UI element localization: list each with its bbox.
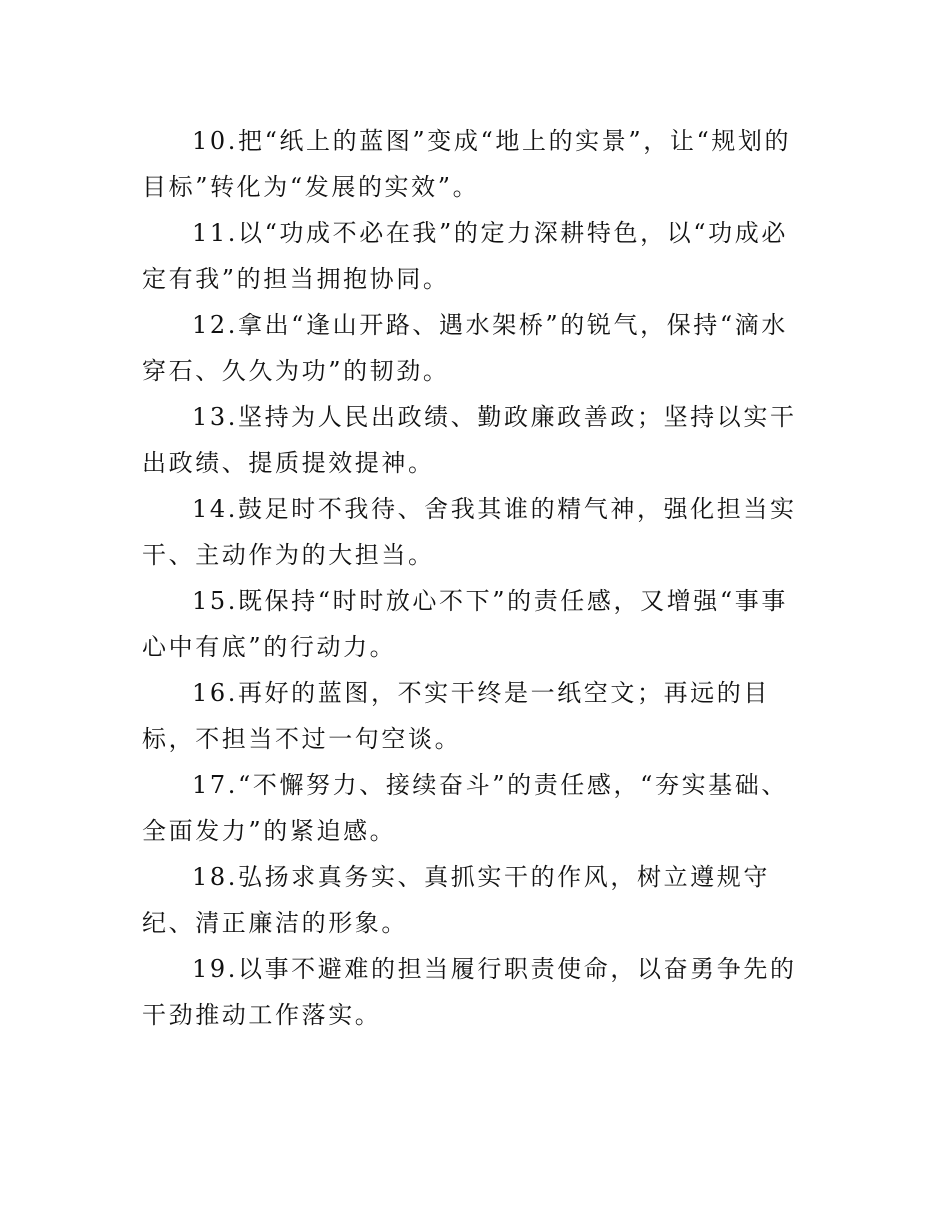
- paragraph-14: 14.鼓足时不我待、舍我其谁的精气神，强化担当实干、主动作为的大担当。: [142, 495, 797, 569]
- paragraph-10: 10.把“纸上的蓝图”变成“地上的实景”，让“规划的目标”转化为“发展的实效”。: [142, 127, 792, 201]
- paragraph-19: 19.以事不避难的担当履行职责使命，以奋勇争先的干劲推动工作落实。: [142, 955, 797, 1029]
- paragraph-13: 13.坚持为人民出政绩、勤政廉政善政；坚持以实干出政绩、提质提效提神。: [142, 403, 797, 477]
- paragraph-17: 17.“不懈努力、接续奋斗”的责任感，“夯实基础、全面发力”的紧迫感。: [142, 771, 788, 845]
- paragraph-11: 11.以“功成不必在我”的定力深耕特色，以“功成必定有我”的担当拥抱协同。: [142, 219, 788, 293]
- document-body: [142, 118, 814, 1038]
- paragraph-16: 16.再好的蓝图，不实干终是一纸空文；再远的目标，不担当不过一句空谈。: [142, 679, 770, 753]
- paragraph-12: 12.拿出“逢山开路、遇水架桥”的锐气，保持“滴水穿石、久久为功”的韧劲。: [142, 311, 788, 385]
- paragraph-15: 15.既保持“时时放心不下”的责任感，又增强“事事心中有底”的行动力。: [142, 587, 788, 661]
- paragraph-18: 18.弘扬求真务实、真抓实干的作风，树立遵规守纪、清正廉洁的形象。: [142, 863, 770, 937]
